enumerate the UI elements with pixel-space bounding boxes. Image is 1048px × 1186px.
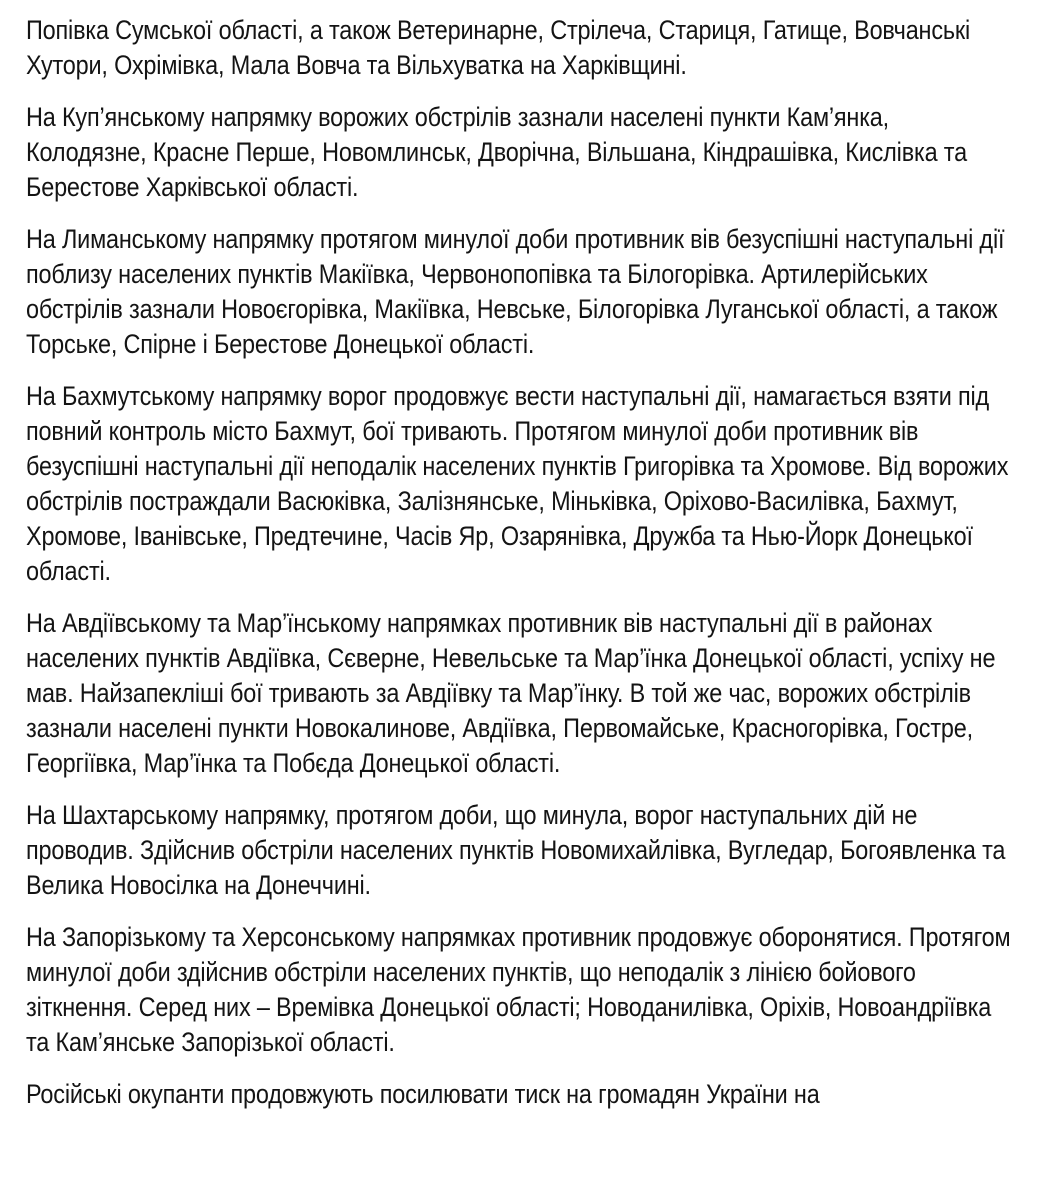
paragraph-sumy-kharkiv: Попівка Сумської області, а також Ветеринарне, Стрілеча, Стариця, Гатище, Вовчанські Хутори, Охрімівка, Мала Вовча та Вільхуватка на Харківщині. [26, 15, 971, 80]
paragraph-zaporizhzhia-kherson-direction: На Запорізькому та Херсонському напрямках противник продовжує оборонятися. Протягом минулої доби здійснив обстріли населених пунктів, що неподалік з лінією бойового зіткнення. Серед них – Времівка Донецької області; Новоданилівка, Оріхів, Новоандріївка та Кам’янське Запорізької області. [26, 922, 1011, 1057]
paragraph-lyman-direction: На Лиманському напрямку протягом минулої доби противник вів безуспішні наступальні дії поблизу населених пунктів Макіївка, Червонопопівка та Білогорівка. Артилерійських обстрілів зазнали Новоєгорівка, Макіївка, Невське, Білогорівка Луганської області, а також Торське, Спірне і Берестове Донецької області. [26, 224, 1005, 359]
paragraph-kupiansk-direction: На Куп’янському напрямку ворожих обстрілів зазнали населені пункти Кам’янка, Колодязне, Красне Перше, Новомлинськ, Дворічна, Вільшана, Кіндрашівка, Кислівка та Берестове Харківської області. [26, 102, 967, 202]
report-text [26, 13, 1016, 1129]
paragraph-bakhmut-direction: На Бахмутському напрямку ворог продовжує вести наступальні дії, намагається взяти під повний контроль місто Бахмут, бої тривають. Протягом минулої доби противник вів безуспішні наступальні дії неподалік населених пунктів Григорівка та Хромове. Від ворожих обстрілів постраждали Васюківка, Залізнянське, Міньківка, Оріхово-Василівка, Бахмут, Хромове, Іванівське, Предтечине, Часів Яр, Озарянівка, Дружба та Нью-Йорк Донецької області. [26, 381, 1009, 586]
paragraph-shakhtarsk-direction: На Шахтарському напрямку, протягом доби, що минула, ворог наступальних дій не проводив. Здійснив обстріли населених пунктів Новомихайлівка, Вугледар, Богоявленка та Велика Новосілка на Донеччині. [26, 800, 1006, 900]
paragraph-avdiivka-marinka-direction: На Авдіївському та Мар’їнському напрямках противник вів наступальні дії в районах населених пунктів Авдіївка, Сєверне, Невельське та Мар’їнка Донецької області, успіху не мав. Найзапекліші бої тривають за Авдіївку та Мар’їнку. В той же час, ворожих обстрілів зазнали населені пункти Новокалинове, Авдіївка, Первомайське, Красногорівка, Гостре, Георгіївка, Мар’їнка та Побєда Донецької області. [26, 608, 996, 778]
paragraph-occupants-pressure: Російські окупанти продовжують посилювати тиск на громадян України на [26, 1079, 820, 1109]
